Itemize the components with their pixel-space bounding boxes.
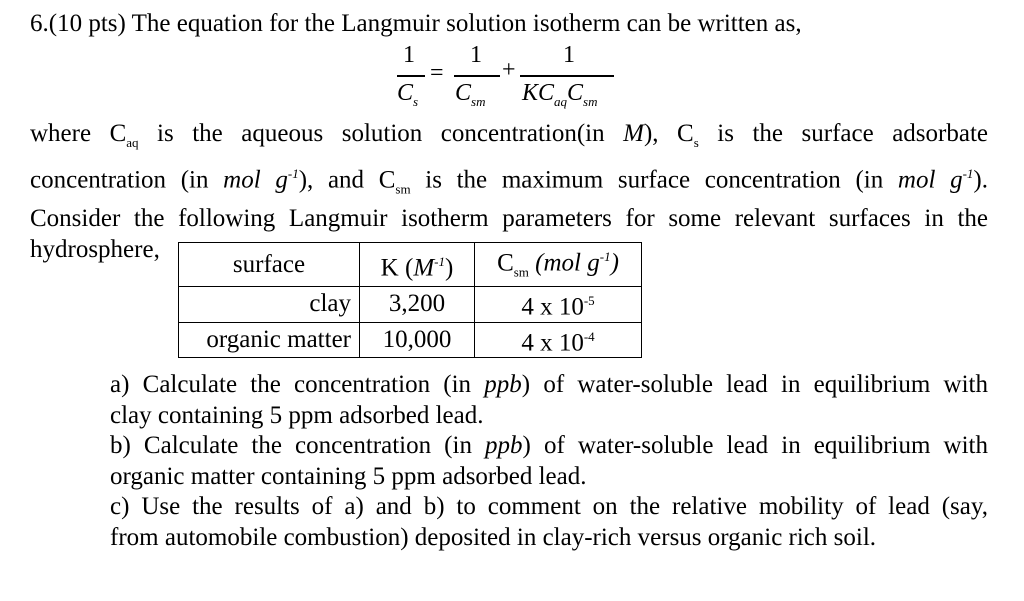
eq-denominator-3: $KC_{aq}C_{sm}$ [522, 80, 598, 109]
header-surface: surface [179, 243, 360, 287]
eq-plus: + [502, 57, 516, 83]
row-k: 3,200 [360, 287, 475, 322]
questions-block [110, 370, 988, 553]
problem-heading: 6.(10 pts) The equation for the Langmuir solution isotherm can be written as, [30, 10, 802, 37]
table-row [179, 287, 642, 322]
eq-denominator-2: $C_{sm}$ [455, 80, 486, 109]
row-surface: organic matter [179, 322, 360, 357]
row-k: 10,000 [360, 322, 475, 357]
question-b-line-1: b) Calculate the concentration (in ppb) of water-soluble lead in equilibrium with [110, 432, 988, 459]
definition-line-1: where $C_{aq}$ is the aqueous solution concentration(in M), $C_s$ is the surface adsorbate [30, 120, 988, 150]
table-row [179, 322, 642, 357]
definition-line-3: Consider the following Langmuir isotherm parameters for some relevant surfaces in the [30, 205, 988, 233]
eq-numerator-1: 1 [403, 42, 415, 68]
question-b-line-2: organic matter containing 5 ppm adsorbed lead. [110, 462, 587, 490]
eq-numerator-3: 1 [563, 42, 575, 68]
eq-fraction-bar-3 [520, 75, 614, 77]
eq-fraction-bar-1 [397, 75, 425, 77]
row-csm: 4 x $10^{-4}$ [475, 322, 642, 357]
row-surface: clay [179, 287, 360, 322]
question-a-line-1: a) Calculate the concentration (in ppb) of water-soluble lead in equilibrium with [110, 371, 988, 398]
header-k: K $(M^{-1})$ [360, 243, 475, 287]
isotherm-parameters-table [178, 242, 642, 358]
row-csm: 4 x $10^{-5}$ [475, 287, 642, 322]
question-c-line-2: from automobile combustion) deposited in clay-rich versus organic rich soil. [110, 523, 877, 551]
question-a-line-2: clay containing 5 ppm adsorbed lead. [110, 401, 484, 429]
eq-numerator-2: 1 [470, 42, 482, 68]
header-csm: $C_{sm}$ (mol $g^{-1}$) [475, 243, 642, 287]
definition-line-4: hydrosphere, [30, 235, 160, 263]
question-c-line-1: c) Use the results of a) and b) to comment on the relative mobility of lead (say, [110, 493, 988, 520]
eq-denominator-1: $C_s$ [397, 80, 419, 109]
table-header-row [179, 243, 642, 287]
definition-line-2: concentration (in mol $g^{-1}$), and $C_{sm}$ is the maximum surface concentration (in mol $g^{-1}$). [30, 165, 988, 196]
eq-fraction-bar-2 [454, 75, 500, 77]
eq-equals: = [430, 60, 444, 86]
